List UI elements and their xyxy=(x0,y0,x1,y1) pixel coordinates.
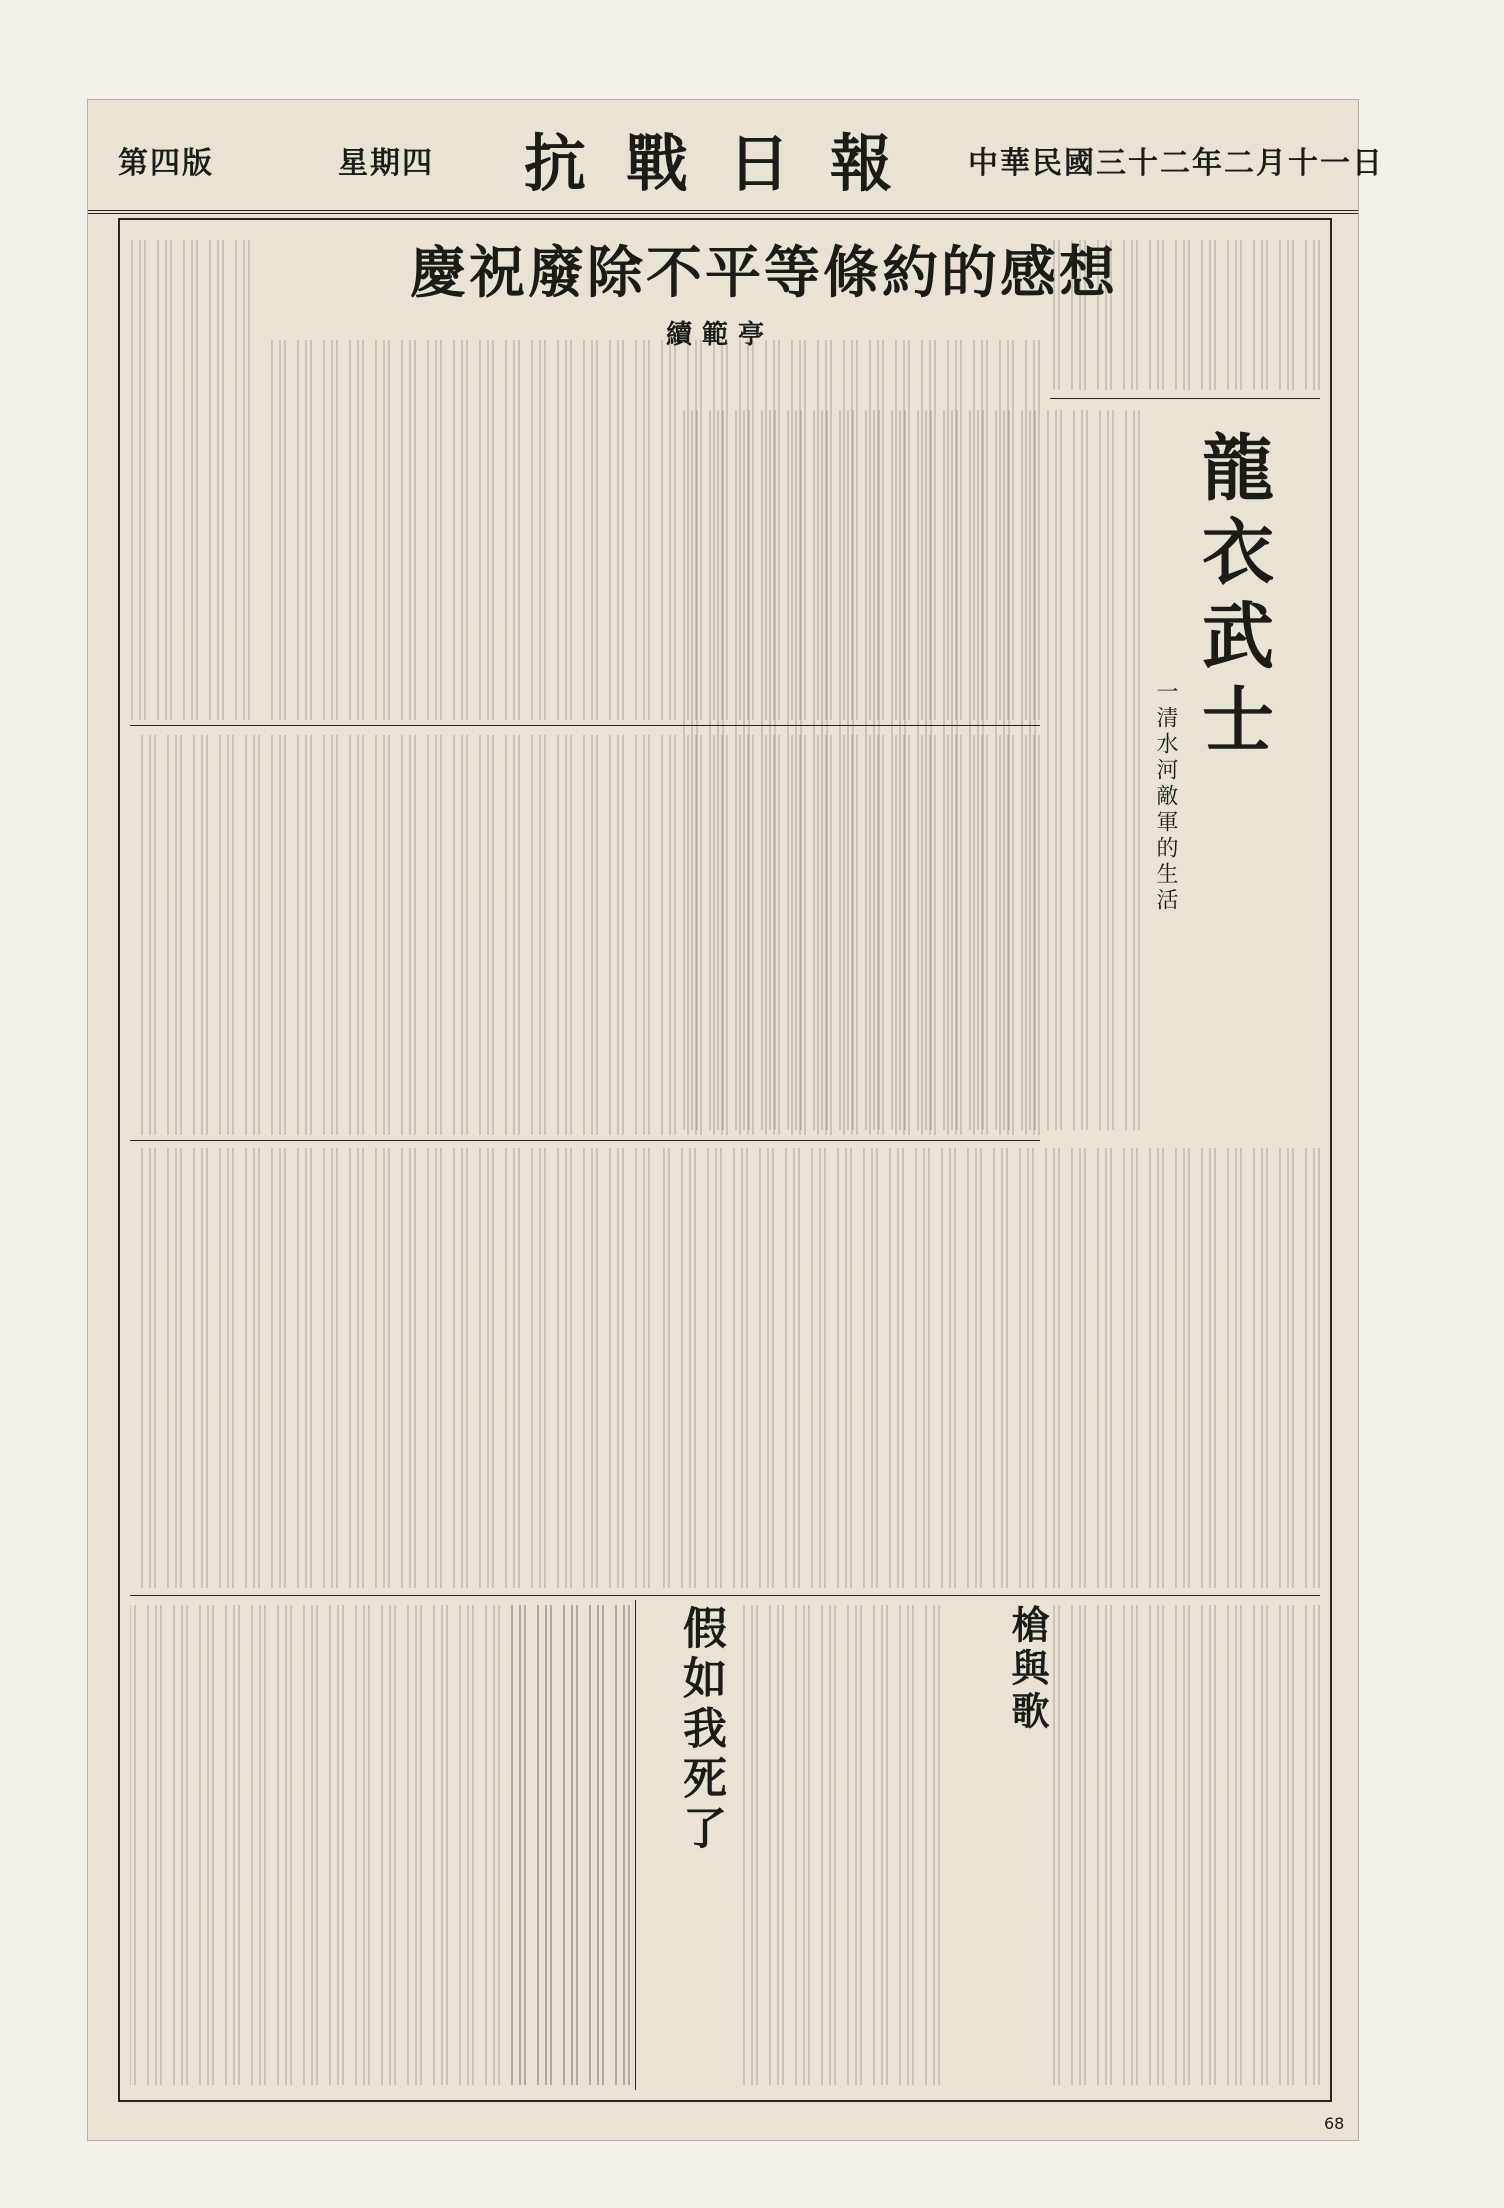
poem-1-text xyxy=(500,1605,630,2085)
side-article-text-upper xyxy=(680,410,1140,1130)
main-article-heading xyxy=(410,238,1118,350)
side-article-title: 龍衣武士 xyxy=(1190,430,1275,766)
column-rule xyxy=(635,1600,636,2090)
page-label: 第四版 xyxy=(118,146,214,181)
poem-2-title: 槍與歌 xyxy=(1005,1605,1050,1734)
issue-date: 中華民國三十二年二月十一日 xyxy=(968,146,1384,181)
weekday: 星期四 xyxy=(338,146,434,181)
newspaper-page xyxy=(88,100,1384,2140)
page-number: 68 xyxy=(1324,2114,1345,2133)
masthead: 抗戰日報 xyxy=(523,127,932,200)
page-header xyxy=(88,100,1384,214)
section-rule xyxy=(130,1595,1320,1596)
body-frame xyxy=(118,218,1332,2102)
side-article-subtitle: 一清水河敵軍的生活 xyxy=(1153,680,1178,914)
lower-right-text xyxy=(1050,1605,1320,2085)
right-top-article-text xyxy=(1050,240,1320,390)
column-rule xyxy=(130,1140,1040,1141)
main-article-text-lower xyxy=(130,1148,650,1588)
poem-1-title: 假如我死了 xyxy=(675,1605,726,1855)
side-article-text-lower xyxy=(660,1148,1320,1588)
main-article-title: 慶祝廢除不平等條約的感想 xyxy=(410,240,1118,306)
main-article-text-left-top xyxy=(130,240,250,720)
main-article-author: 續範亭 xyxy=(665,320,774,350)
poem-2-text xyxy=(740,1605,940,2085)
column-rule xyxy=(1050,398,1320,399)
